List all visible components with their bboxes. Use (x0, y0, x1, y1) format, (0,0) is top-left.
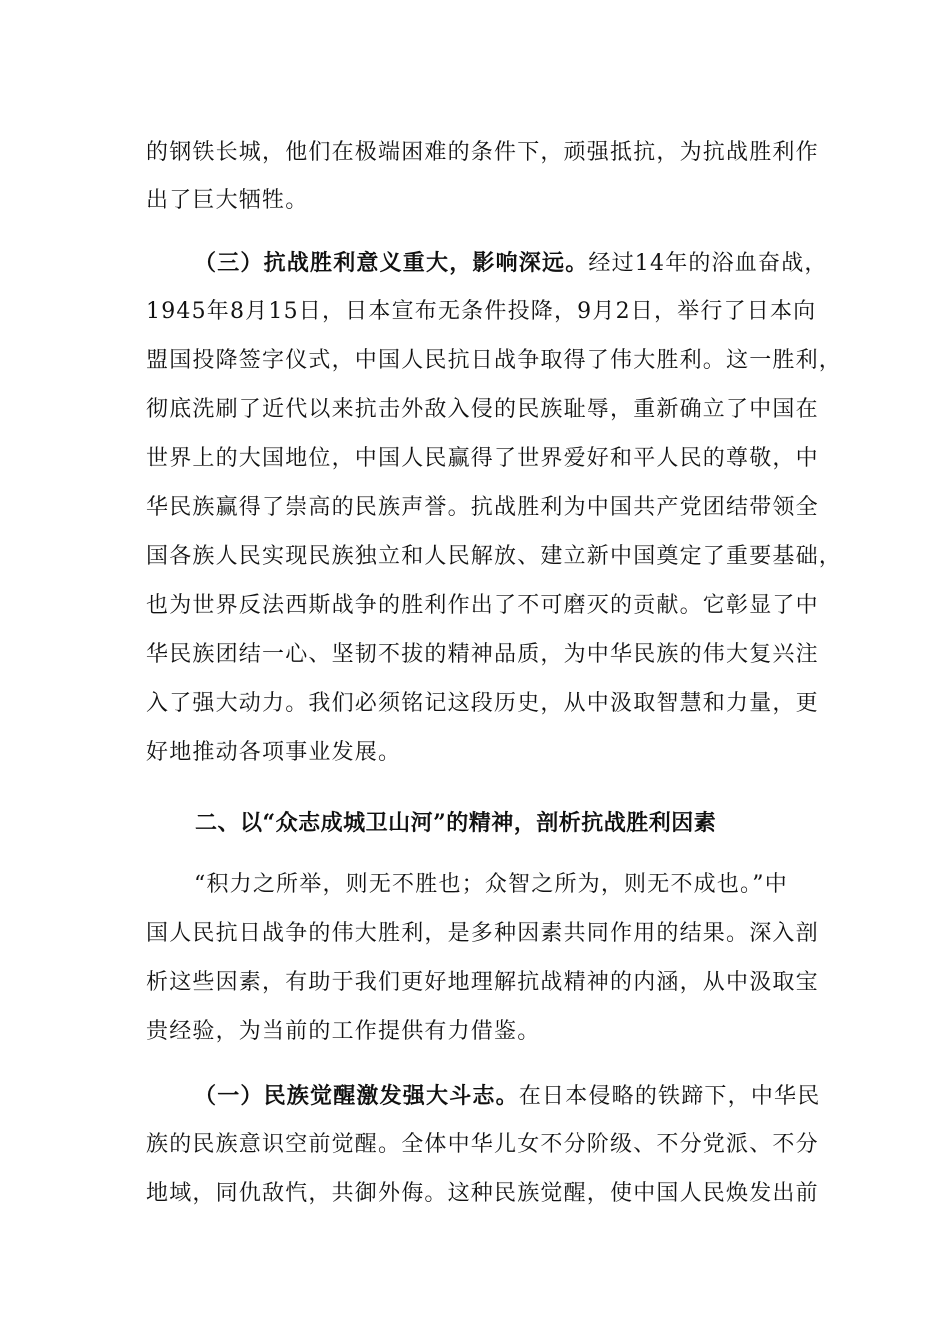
paragraph-line: 盟国投降签字仪式，中国人民抗日战争取得了伟大胜利。这一胜利， (146, 348, 843, 373)
paragraph-line: 入了强大动力。我们必须铭记这段历史，从中汲取智慧和力量，更 (146, 691, 819, 716)
paragraph-text: 在日本侵略的铁蹄下，中华民 (518, 1084, 821, 1109)
paragraph-line: 也为世界反法西斯战争的胜利作出了不可磨灭的贡献。它彰显了中 (146, 593, 819, 618)
paragraph-line: 贵经验，为当前的工作提供有力借鉴。 (146, 1019, 541, 1044)
paragraph-line: 1945年8月15日，日本宣布无条件投降，9月2日，举行了日本向 (146, 299, 817, 324)
paragraph-line: 华民族赢得了崇高的民族声誉。抗战胜利为中国共产党团结带领全 (146, 495, 819, 520)
paragraph-first-line (194, 248, 828, 279)
paragraph-line: 的钢铁长城，他们在极端困难的条件下，顽强抵抗，为抗战胜利作 (146, 140, 819, 165)
paragraph-line: 国人民抗日战争的伟大胜利，是多种因素共同作用的结果。深入剖 (146, 921, 819, 946)
section-heading: 二、以“众志成城卫山河”的精神，剖析抗战胜利因素 (195, 810, 717, 836)
paragraph-line: 析这些因素，有助于我们更好地理解抗战精神的内涵，从中汲取宝 (146, 970, 819, 995)
paragraph-line: “积力之所举，则无不胜也；众智之所为，则无不成也。”中 (194, 872, 788, 897)
paragraph-line: 世界上的大国地位，中国人民赢得了世界爱好和平人民的尊敬，中 (146, 446, 819, 471)
paragraph-line: 华民族团结一心、坚韧不拔的精神品质，为中华民族的伟大复兴注 (146, 642, 819, 667)
paragraph-line: 地域，同仇敌忾，共御外侮。这种民族觉醒，使中国人民焕发出前 (146, 1181, 819, 1206)
paragraph-lead-heading: （一）民族觉醒激发强大斗志。 (194, 1083, 519, 1109)
paragraph-lead-heading: （三）抗战胜利意义重大，影响深远。 (194, 250, 589, 276)
paragraph-text: 经过14年的浴血奋战， (588, 251, 828, 276)
paragraph-line: 国各族人民实现民族独立和人民解放、建立新中国奠定了重要基础， (146, 544, 843, 569)
paragraph-line: 彻底洗刷了近代以来抗击外敌入侵的民族耻辱，重新确立了中国在 (146, 397, 819, 422)
paragraph-line: 出了巨大牺牲。 (146, 188, 309, 213)
paragraph-line: 好地推动各项事业发展。 (146, 740, 402, 765)
paragraph-line: 族的民族意识空前觉醒。全体中华儿女不分阶级、不分党派、不分 (146, 1132, 819, 1157)
paragraph-first-line (194, 1081, 820, 1112)
